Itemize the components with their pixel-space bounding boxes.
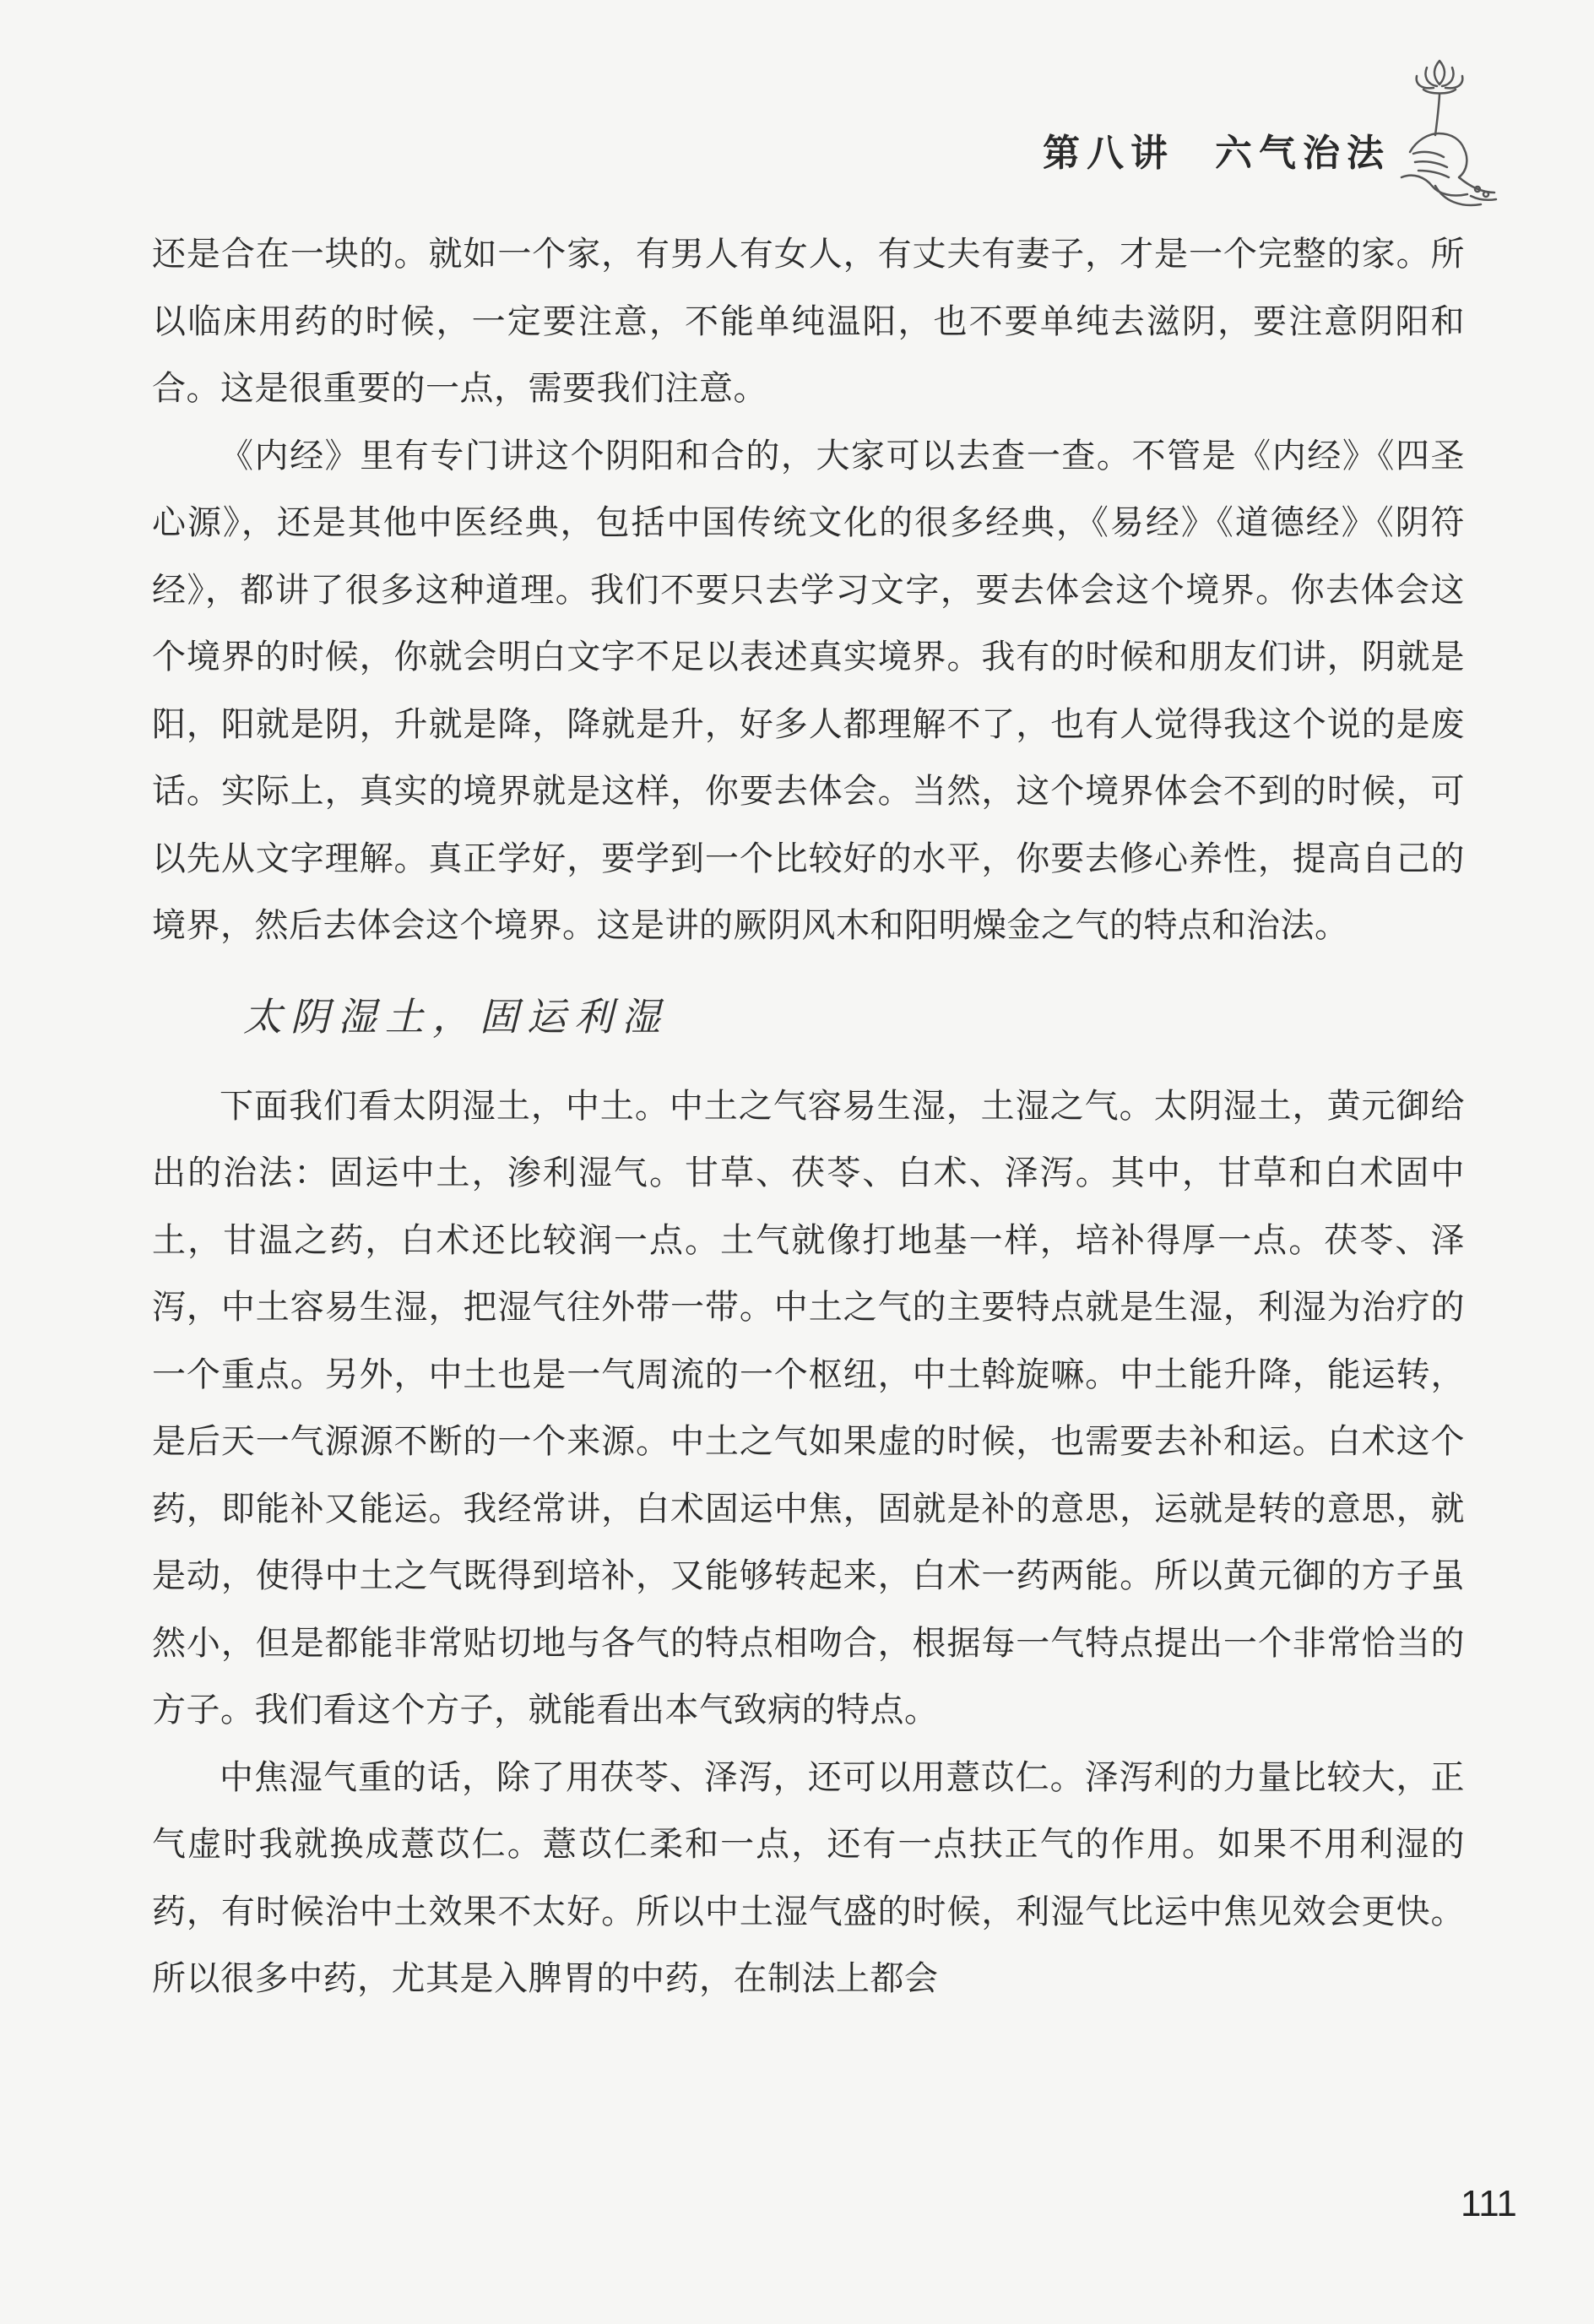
- paragraph: 《内经》里有专门讲这个阴阳和合的，大家可以去查一查。不管是《内经》《四圣心源》，还是其他中医经典，包括中国传统文化的很多经典，《易经》《道德经》《阴符经》，都讲了很多这种道理。我们不要只去学习文字，要去体会这个境界。你去体会这个境界的时候，你就会明白文字不足以表述真实境界。我有的时候和朋友们讲，阴就是阳，阳就是阴，升就是降，降就是升，好多人都理解不了，也有人觉得我这个说的是废话。实际上，真实的境界就是这样，你要去体会。当然，这个境界体会不到的时候，可以先从文字理解。真正学好，要学到一个比较好的水平，你要去修心养性，提高自己的境界，然后去体会这个境界。这是讲的厥阴风木和阳明燥金之气的特点和治法。: [152, 436, 1465, 945]
- running-header: [1043, 122, 1391, 176]
- main-text: [152, 221, 1465, 2013]
- lotus-hand-icon: [1376, 51, 1503, 211]
- paragraph: 下面我们看太阴湿土，中土。中土之气容易生湿，土湿之气。太阴湿土，黄元御给出的治法：固运中土，渗利湿气。甘草、茯苓、白术、泽泻。其中，甘草和白术固中土，甘温之药，白术还比较润一点。土气就像打地基一样，培补得厚一点。茯苓、泽泻，中土容易生湿，把湿气往外带一带。中土之气的主要特点就是生湿，利湿为治疗的一个重点。另外，中土也是一气周流的一个枢纽，中土斡旋嘛。中土能升降，能运转，是后天一气源源不断的一个来源。中土之气如果虚的时候，也需要去补和运。白术这个药，即能补又能运。我经常讲，白术固运中焦，固就是补的意思，运就是转的意思，就是动，使得中土之气既得到培补，又能够转起来，白术一药两能。所以黄元御的方子虽然小，但是都能非常贴切地与各气的特点相吻合，根据每一气特点提出一个非常恰当的方子。我们看这个方子，就能看出本气致病的特点。: [152, 1086, 1465, 1729]
- chapter-title: 六气治法: [1215, 132, 1391, 175]
- section-heading: 太阴湿土，固运利湿: [243, 993, 669, 1040]
- paragraph-continued: 还是合在一块的。就如一个家，有男人有女人，有丈夫有妻子，才是一个完整的家。所以临床用药的时候，一定要注意，不能单纯温阳，也不要单纯去滋阴，要注意阴阳和合。这是很重要的一点，需要我们注意。: [152, 235, 1465, 408]
- page-number: 111: [1461, 2183, 1517, 2224]
- chapter-label: 第八讲: [1043, 132, 1174, 175]
- paragraph: 中焦湿气重的话，除了用茯苓、泽泻，还可以用薏苡仁。泽泻利的力量比较大，正气虚时我就换成薏苡仁。薏苡仁柔和一点，还有一点扶正气的作用。如果不用利湿的药，有时候治中土效果不太好。所以中土湿气盛的时候，利湿气比运中焦见效会更快。所以很多中药，尤其是入脾胃的中药，在制法上都会: [152, 1757, 1465, 1998]
